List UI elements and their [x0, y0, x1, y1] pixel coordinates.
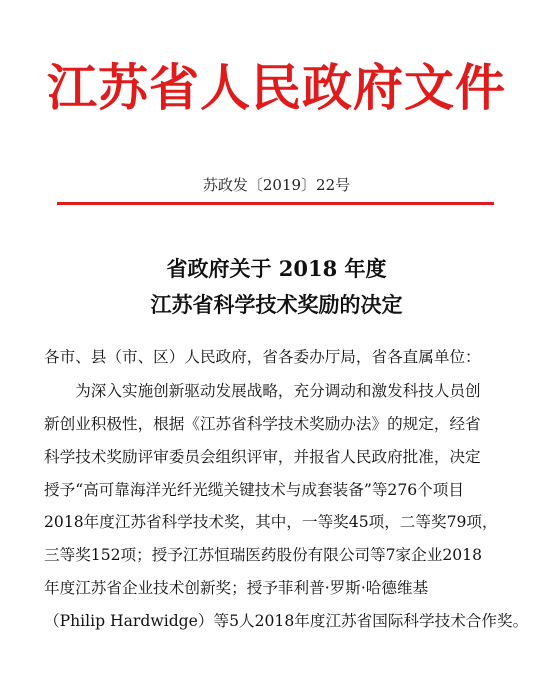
masthead-title: 江苏省人民政府文件 — [47, 58, 506, 117]
red-divider-rule — [57, 202, 494, 205]
body-line: 年度江苏省企业技术创新奖；授予菲利普·罗斯·哈德维基 — [44, 579, 429, 597]
body-line: 为深入实施创新驱动发展战略，充分调动和激发科技人员创 — [44, 382, 481, 400]
document-title-line-1: 省政府关于 2018 年度 — [166, 256, 387, 281]
body-line: 新创业积极性，根据《江苏省科学技术奖励办法》的规定，经省 — [44, 415, 481, 433]
document-title-line-2: 江苏省科学技术奖励的决定 — [150, 292, 403, 317]
body-line: 2018年度江苏省科学技术奖，其中，一等奖45项，二等奖79项， — [44, 513, 498, 531]
addressee-line: 各市、县（市、区）人民政府，省各委办厅局，省各直属单位： — [44, 348, 481, 366]
body-line: （Philip Hardwidge）等5人2018年度江苏省国际科学技术合作奖。 — [44, 612, 529, 630]
body-line: 授予“高可靠海洋光纤光缆关键技术与成套装备”等276个项目 — [44, 481, 464, 499]
document-number: 苏政发〔2019〕22号 — [202, 176, 351, 194]
body-line: 科学技术奖励评审委员会组织评审，并报省人民政府批准，决定 — [44, 448, 481, 466]
body-line: 三等奖152项；授予江苏恒瑞医药股份有限公司等7家企业2018 — [44, 546, 483, 564]
